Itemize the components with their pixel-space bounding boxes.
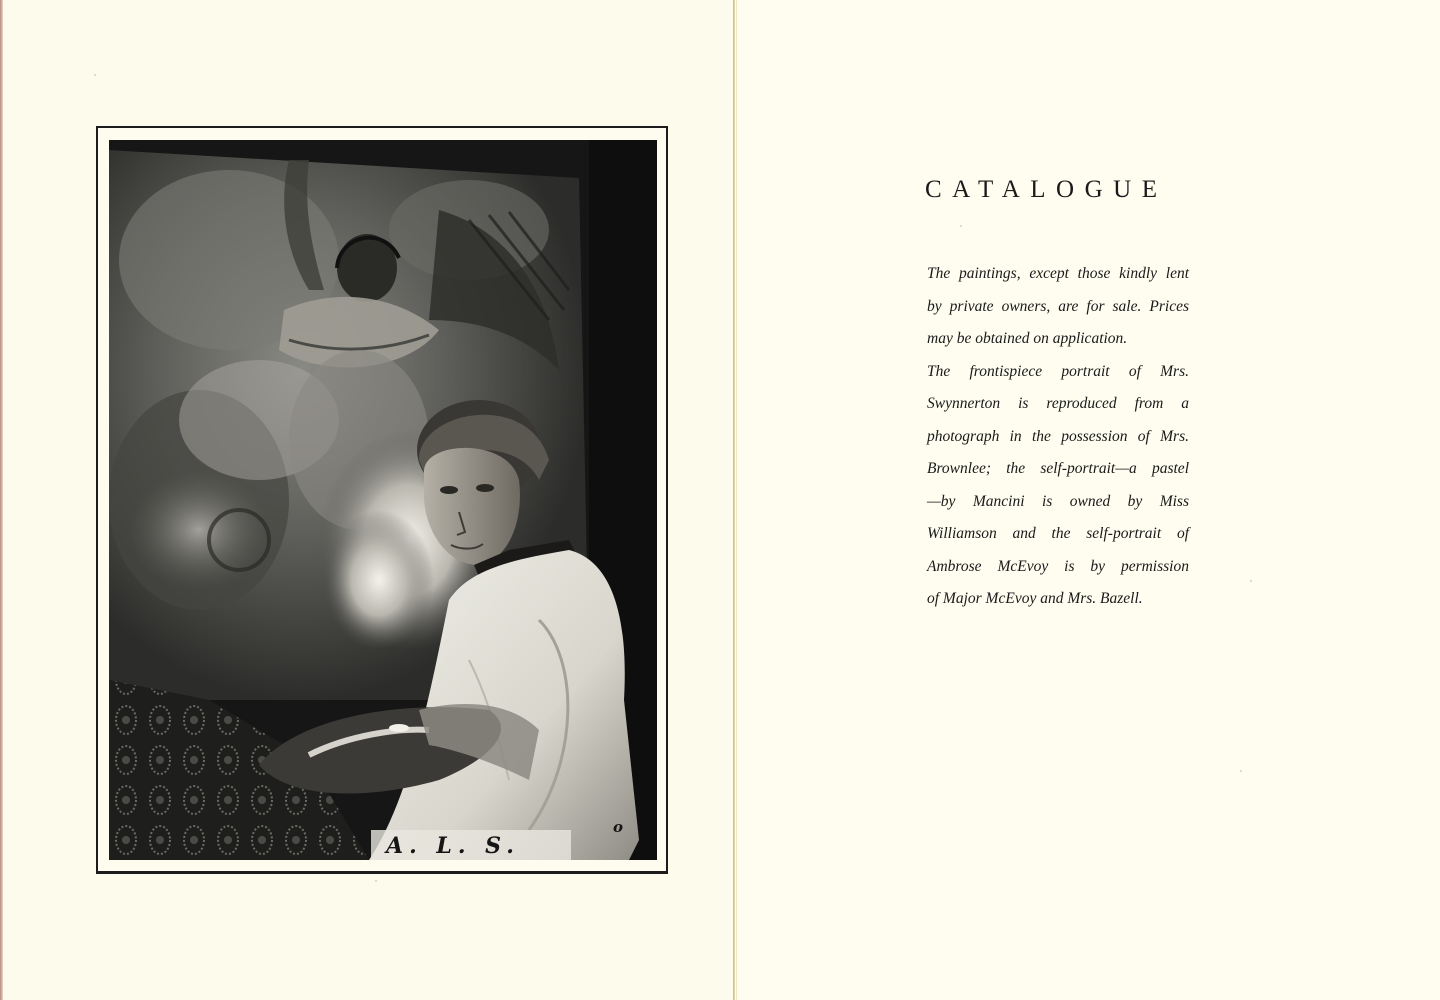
paper-speck (375, 880, 377, 882)
notes-line: may be obtained on application. (927, 330, 1128, 347)
paper-speck (1240, 770, 1242, 772)
notes-line: Williamson and the self-portrait of (927, 525, 1189, 542)
notes-line: by private owners, are for sale. Prices (927, 297, 1189, 315)
notes-line: Swynnerton is reproduced from a (927, 395, 1189, 412)
paper-speck (1250, 580, 1252, 582)
painter-portrait-image (109, 140, 657, 860)
catalogue-notes (927, 258, 1189, 616)
notes-line: The paintings, except those kindly lent (927, 265, 1189, 282)
notes-line: The frontispiece portrait of Mrs. (927, 362, 1189, 380)
frontispiece-photograph (109, 140, 657, 860)
notes-line: of Major McEvoy and Mrs. Bazell. (927, 590, 1143, 607)
notes-line: photograph in the possession of Mrs. (927, 427, 1189, 445)
notes-line: Brownlee; the self-portrait—a pastel (927, 460, 1189, 477)
photo-initials: A. L. S. (386, 833, 520, 859)
book-gutter (733, 0, 735, 1000)
paper-speck (960, 225, 962, 227)
catalogue-title: CATALOGUE (925, 176, 1168, 203)
photo-corner-mark: o (613, 818, 624, 836)
notes-line: Ambrose McEvoy is by permission (927, 557, 1189, 575)
notes-line: —by Mancini is owned by Miss (927, 492, 1189, 510)
paper-speck (94, 74, 96, 76)
